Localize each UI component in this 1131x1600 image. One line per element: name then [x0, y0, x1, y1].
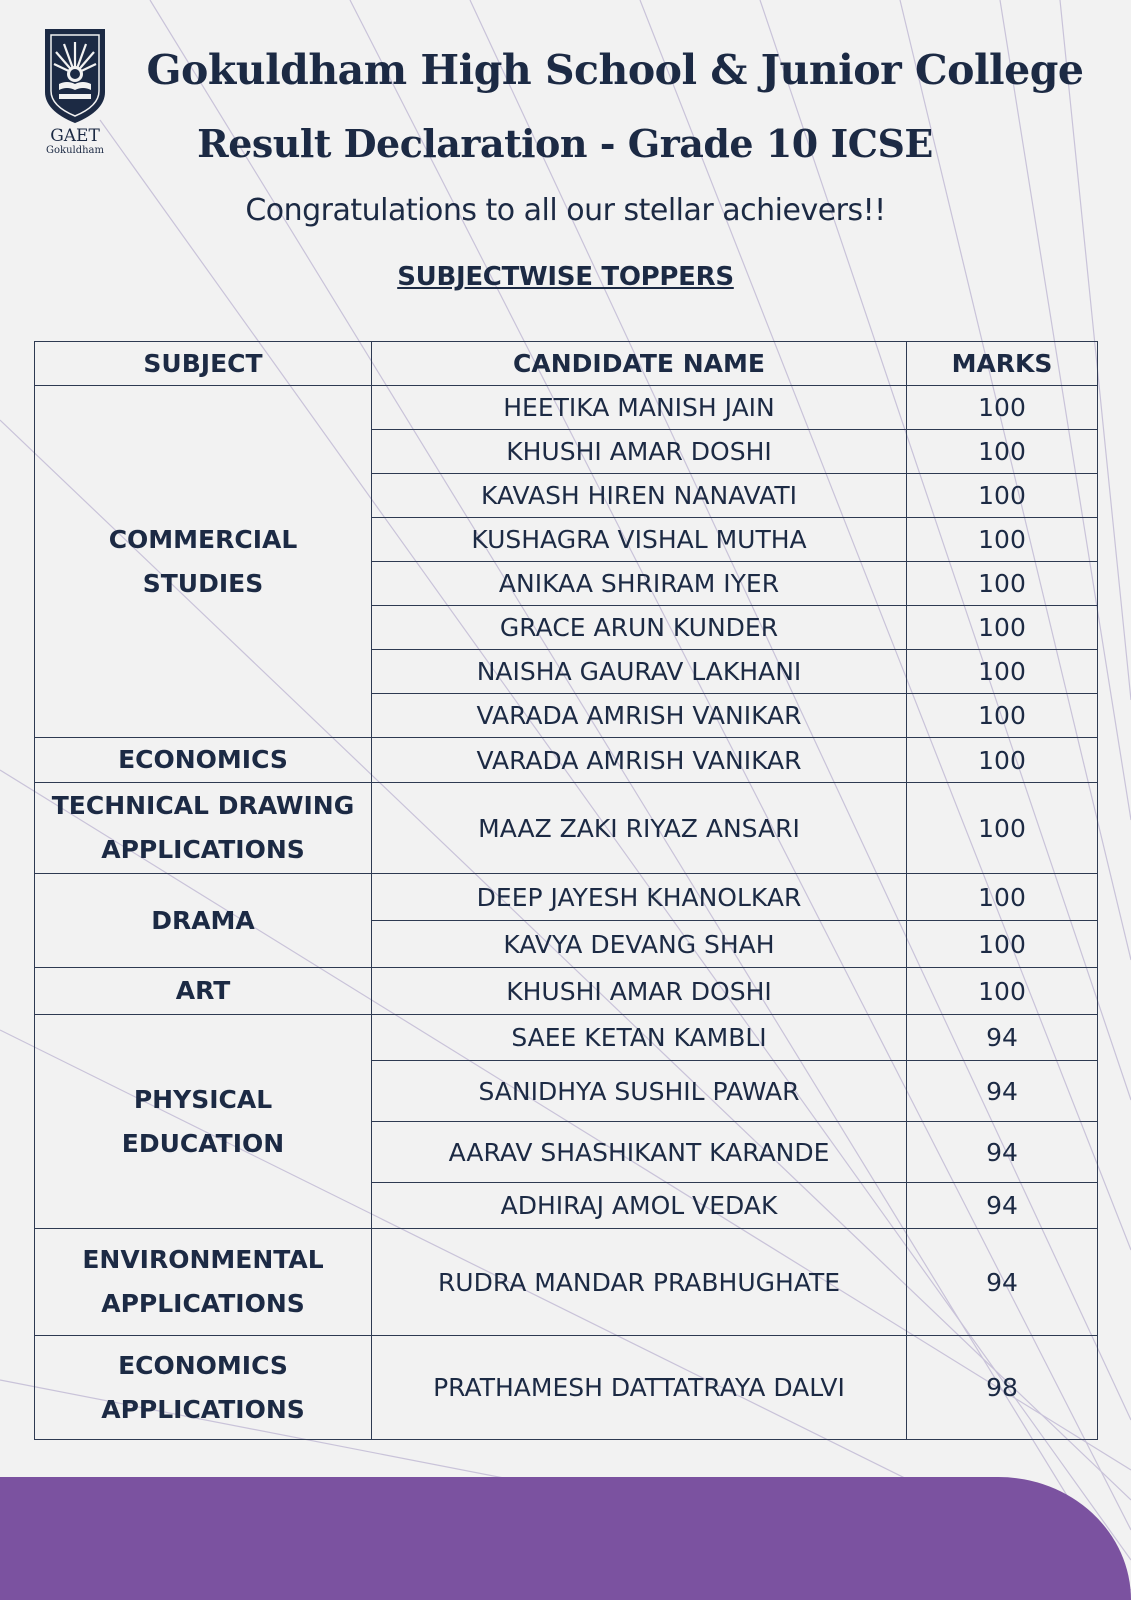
candidate-name-cell: SAEE KETAN KAMBLI [372, 1015, 907, 1061]
section-title: SUBJECTWISE TOPPERS [397, 262, 734, 292]
candidate-name-cell: KHUSHI AMAR DOSHI [372, 968, 907, 1015]
subject-label-line: ART [175, 976, 231, 1005]
subject-label-line: APPLICATIONS [101, 1394, 305, 1424]
subject-label-line: ECONOMICS [118, 1350, 288, 1380]
toppers-table [34, 341, 1098, 1440]
table-body [35, 386, 1098, 1440]
subject-label-line: TECHNICAL DRAWING [51, 791, 355, 820]
marks-cell: 94 [907, 1122, 1098, 1183]
marks-cell: 98 [907, 1336, 1098, 1440]
table-row [35, 738, 1098, 783]
school-logo [38, 24, 112, 156]
table-row [35, 874, 1098, 921]
candidate-name-cell: ANIKAA SHRIRAM IYER [372, 562, 907, 606]
candidate-name-cell: PRATHAMESH DATTATRAYA DALVI [372, 1336, 907, 1440]
marks-cell: 100 [907, 606, 1098, 650]
column-header-candidate-name: CANDIDATE NAME [372, 342, 907, 386]
subject-label-line: APPLICATIONS [101, 1289, 305, 1318]
subject-cell [35, 874, 372, 968]
marks-cell: 94 [907, 1061, 1098, 1122]
subject-cell [35, 386, 372, 738]
candidate-name-cell: GRACE ARUN KUNDER [372, 606, 907, 650]
footer-band [0, 1477, 1131, 1600]
subject-label-line: PHYSICAL [133, 1084, 273, 1114]
candidate-name-cell: MAAZ ZAKI RIYAZ ANSARI [372, 783, 907, 874]
subject-cell [35, 1336, 372, 1440]
school-crest-icon [42, 24, 108, 124]
candidate-name-cell: ADHIRAJ AMOL VEDAK [372, 1183, 907, 1229]
candidate-name-cell: KUSHAGRA VISHAL MUTHA [372, 518, 907, 562]
subject-label-line: DRAMA [151, 905, 255, 935]
marks-cell: 100 [907, 430, 1098, 474]
school-name: Gokuldham High School & Junior College [146, 46, 1084, 94]
marks-cell: 100 [907, 562, 1098, 606]
marks-cell: 94 [907, 1229, 1098, 1336]
marks-cell: 100 [907, 650, 1098, 694]
marks-cell: 100 [907, 738, 1098, 783]
subject-label-line: APPLICATIONS [101, 835, 305, 864]
column-header-subject: SUBJECT [35, 342, 372, 386]
table-row [35, 386, 1098, 430]
subject-cell [35, 1015, 372, 1229]
marks-cell: 100 [907, 921, 1098, 968]
subject-label-line: ECONOMICS [118, 745, 288, 774]
subject-cell [35, 783, 372, 874]
table-row [35, 1015, 1098, 1061]
table-header-row [35, 342, 1098, 386]
candidate-name-cell: AARAV SHASHIKANT KARANDE [372, 1122, 907, 1183]
candidate-name-cell: DEEP JAYESH KHANOLKAR [372, 874, 907, 921]
subject-label-line: ENVIRONMENTAL [82, 1245, 324, 1274]
logo-subtext: Gokuldham [46, 145, 104, 156]
subject-label-line: STUDIES [142, 568, 264, 598]
column-header-marks: MARKS [907, 342, 1098, 386]
subject-cell [35, 968, 372, 1015]
marks-cell: 100 [907, 474, 1098, 518]
subject-cell [35, 1229, 372, 1336]
result-title: Result Declaration - Grade 10 ICSE [197, 121, 933, 166]
marks-cell: 100 [907, 874, 1098, 921]
table-row [35, 783, 1098, 874]
subject-label-line: COMMERCIAL [108, 524, 298, 554]
candidate-name-cell: NAISHA GAURAV LAKHANI [372, 650, 907, 694]
table-row [35, 968, 1098, 1015]
candidate-name-cell: HEETIKA MANISH JAIN [372, 386, 907, 430]
marks-cell: 94 [907, 1015, 1098, 1061]
marks-cell: 100 [907, 694, 1098, 738]
candidate-name-cell: SANIDHYA SUSHIL PAWAR [372, 1061, 907, 1122]
candidate-name-cell: RUDRA MANDAR PRABHUGHATE [372, 1229, 907, 1336]
candidate-name-cell: KAVYA DEVANG SHAH [372, 921, 907, 968]
congratulations-message: Congratulations to all our stellar achievers!! [245, 193, 886, 228]
marks-cell: 100 [907, 783, 1098, 874]
marks-cell: 100 [907, 518, 1098, 562]
marks-cell: 100 [907, 968, 1098, 1015]
candidate-name-cell: KAVASH HIREN NANAVATI [372, 474, 907, 518]
table-row [35, 1229, 1098, 1336]
subject-label-line: EDUCATION [121, 1128, 285, 1158]
marks-cell: 100 [907, 386, 1098, 430]
subject-cell [35, 738, 372, 783]
table-row [35, 1336, 1098, 1440]
logo-text: GAET [50, 126, 100, 146]
candidate-name-cell: VARADA AMRISH VANIKAR [372, 694, 907, 738]
candidate-name-cell: VARADA AMRISH VANIKAR [372, 738, 907, 783]
marks-cell: 94 [907, 1183, 1098, 1229]
candidate-name-cell: KHUSHI AMAR DOSHI [372, 430, 907, 474]
